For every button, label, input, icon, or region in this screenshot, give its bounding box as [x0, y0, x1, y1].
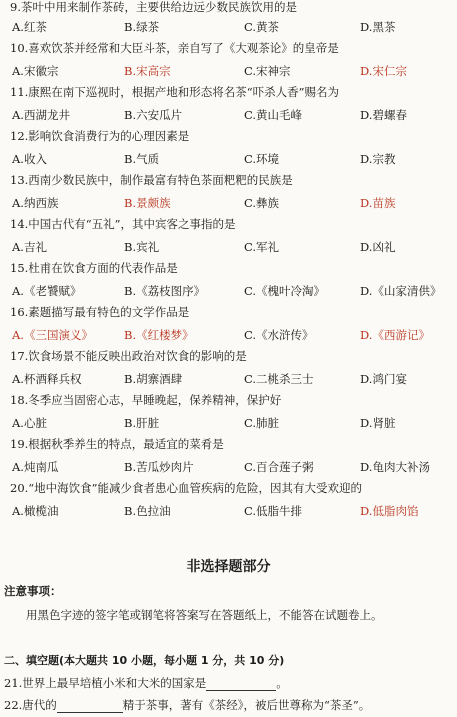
- q11-option-b: B.六安瓜片: [124, 108, 183, 122]
- q16-option-c: C.《水浒传》: [244, 328, 314, 342]
- question-21-end: 。: [276, 676, 288, 690]
- q18-option-a: A.心脏: [12, 416, 47, 430]
- question-19-options: [12, 460, 451, 475]
- q17-option-c: C.二桃杀三士: [244, 372, 314, 386]
- question-21: [4, 675, 288, 691]
- q18-option-c: C.肺脏: [244, 416, 280, 430]
- q19-option-d: D.龟肉大补汤: [360, 460, 430, 474]
- q9-option-c: C.黄茶: [244, 20, 280, 34]
- q13-option-c: C.彝族: [244, 196, 280, 210]
- question-18-options: [12, 416, 451, 431]
- q14-option-d: D.凶礼: [360, 240, 396, 254]
- question-15-options: [12, 284, 451, 299]
- q19-option-a: A.炖南瓜: [12, 460, 59, 474]
- question-14-stem: 14.中国古代有“五礼”，其中宾客之事指的是: [10, 217, 236, 231]
- q15-option-a: A.《老饕赋》: [12, 284, 82, 298]
- q14-option-a: A.吉礼: [12, 240, 47, 254]
- q15-option-c: C.《槐叶冷淘》: [244, 284, 326, 298]
- question-12-options: [12, 152, 451, 167]
- q16-option-b: B.《红楼梦》: [124, 328, 194, 342]
- question-16-options: [12, 328, 451, 343]
- q11-option-a: A.西湖龙井: [12, 108, 70, 122]
- q13-option-d: D.苗族: [360, 196, 396, 210]
- q19-option-c: C.百合莲子粥: [244, 460, 314, 474]
- q10-option-d: D.宋仁宗: [360, 64, 407, 78]
- question-12-stem: 12.影响饮食消费行为的心理因素是: [10, 129, 190, 143]
- question-20-stem: 20.“地中海饮食”能减少食者患心血管疾病的危险，因其有大受欢迎的: [10, 481, 363, 495]
- q20-option-b: B.色拉油: [124, 504, 171, 518]
- q17-option-d: D.鸿门宴: [360, 372, 407, 386]
- q12-option-d: D.宗教: [360, 152, 396, 166]
- question-19-stem: 19.根据秋季养生的特点，最适宜的菜肴是: [10, 437, 224, 451]
- q10-option-a: A.宋徽宗: [12, 64, 59, 78]
- question-10-stem: 10.喜欢饮茶并经常和大臣斗茶，亲自写了《大观茶论》的皇帝是: [10, 41, 339, 55]
- q14-option-c: C.军礼: [244, 240, 280, 254]
- q9-option-a: A.红茶: [12, 20, 47, 34]
- question-21-text: 21.世界上最早培植小米和大米的国家是: [4, 676, 207, 690]
- q13-option-b: B.景颇族: [124, 196, 171, 210]
- q20-option-a: A.橄榄油: [12, 504, 59, 518]
- question-22-suffix: 精于茶事，著有《茶经》，被后世尊称为“茶圣”。: [122, 698, 371, 712]
- question-14-options: [12, 240, 451, 255]
- q20-option-d: D.低脂肉馅: [360, 504, 419, 518]
- q20-option-c: C.低脂牛排: [244, 504, 303, 518]
- q17-option-a: A.杯酒释兵权: [12, 372, 82, 386]
- question-16-stem: 16.素题描写最有特色的文学作品是: [10, 305, 190, 319]
- question-20-options: [12, 504, 451, 519]
- q15-option-d: D.《山家清供》: [360, 284, 442, 298]
- q14-option-b: B.宾礼: [124, 240, 160, 254]
- q11-option-d: D.碧螺春: [360, 108, 407, 122]
- question-18-stem: 18.冬季应当固密心志，早睡晚起，保养精神，保护好: [10, 393, 282, 407]
- question-9-stem: 9.茶叶中用来制作茶砖，主要供给边远少数民族饮用的是: [10, 0, 297, 14]
- answer-blank-21[interactable]: [206, 678, 276, 691]
- q10-option-c: C.宋神宗: [244, 64, 291, 78]
- question-10-options: [12, 64, 451, 79]
- question-13-stem: 13.西南少数民族中，制作最富有特色茶面粑粑的民族是: [10, 173, 293, 187]
- question-11-options: [12, 108, 451, 123]
- q12-option-c: C.环境: [244, 152, 280, 166]
- question-15-stem: 15.杜甫在饮食方面的代表作品是: [10, 261, 178, 275]
- q15-option-b: B.《荔枝图序》: [124, 284, 206, 298]
- q12-option-a: A.收入: [12, 152, 47, 166]
- answer-blank-22[interactable]: [57, 700, 123, 713]
- notice-body: 用黑色字迹的签字笔或钢笔将答案写在答题纸上，不能答在试题卷上。: [26, 608, 383, 622]
- fill-section-heading: 二、填空题(本大题共 10 小题，每小题 1 分，共 10 分): [4, 654, 285, 667]
- q9-option-d: D.黑茶: [360, 20, 396, 34]
- q11-option-c: C.黄山毛峰: [244, 108, 303, 122]
- q19-option-b: B.苦瓜炒肉片: [124, 460, 194, 474]
- q18-option-b: B.肝脏: [124, 416, 160, 430]
- q12-option-b: B.气质: [124, 152, 160, 166]
- question-17-stem: 17.饮食场景不能反映出政治对饮食的影响的是: [10, 349, 247, 363]
- q9-option-b: B.绿茶: [124, 20, 160, 34]
- q17-option-b: B.胡寨酒肆: [124, 372, 183, 386]
- q13-option-a: A.纳西族: [12, 196, 59, 210]
- question-9-options: [12, 20, 451, 35]
- question-17-options: [12, 372, 451, 387]
- question-22-prefix: 22.唐代的: [4, 698, 57, 712]
- q16-option-d: D.《西游记》: [360, 328, 430, 342]
- q16-option-a: A.《三国演义》: [12, 328, 93, 342]
- notice-heading: 注意事项：: [4, 584, 62, 598]
- question-22: [4, 697, 370, 713]
- q10-option-b: B.宋高宗: [124, 64, 171, 78]
- q18-option-d: D.肾脏: [360, 416, 396, 430]
- section-title: 非选择题部分: [186, 559, 271, 575]
- question-11-stem: 11.康熙在南下巡视时，根据产地和形态将名茶“吓杀人香”赐名为: [10, 85, 340, 99]
- question-13-options: [12, 196, 451, 211]
